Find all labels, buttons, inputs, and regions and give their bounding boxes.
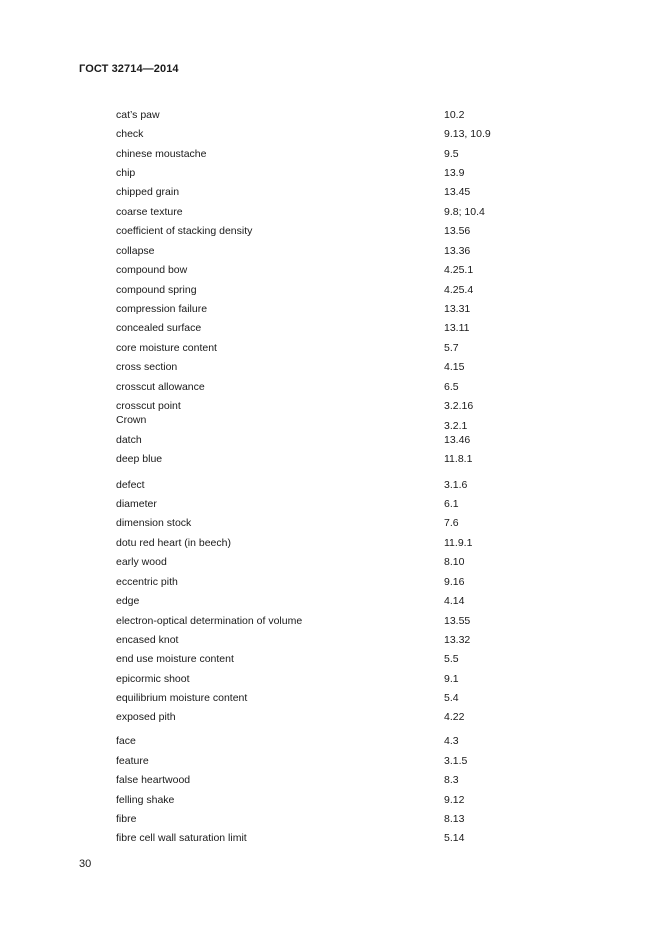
index-term: core moisture content xyxy=(116,342,217,354)
index-entry xyxy=(0,244,661,258)
index-reference: 9.16 xyxy=(444,576,465,588)
index-reference: 4.25.1 xyxy=(444,264,474,276)
index-reference: 8.10 xyxy=(444,556,465,568)
index-entry xyxy=(0,399,661,413)
index-entry xyxy=(0,413,661,432)
document-header: ГОСТ 32714—2014 xyxy=(79,63,179,75)
index-reference: 8.3 xyxy=(444,774,459,786)
index-term: compound bow xyxy=(116,264,188,276)
index-entry xyxy=(0,302,661,316)
index-entry xyxy=(0,633,661,647)
index-reference: 13.11 xyxy=(444,322,470,334)
index-reference: 11.9.1 xyxy=(444,537,473,549)
index-entry xyxy=(0,108,661,122)
index-term: edge xyxy=(116,595,140,607)
index-entry xyxy=(0,691,661,705)
index-term: datch xyxy=(116,434,142,446)
index-reference: 5.4 xyxy=(444,692,459,704)
index-reference: 4.14 xyxy=(444,595,465,607)
index-entry xyxy=(0,452,661,466)
index-reference: 9.1 xyxy=(444,673,459,685)
index-entry xyxy=(0,433,661,447)
index-entry xyxy=(0,224,661,238)
index-reference: 13.9 xyxy=(444,167,465,179)
index-term: coarse texture xyxy=(116,206,183,218)
index-entry xyxy=(0,754,661,768)
index-reference: 13.32 xyxy=(444,634,471,646)
index-term: coefficient of stacking density xyxy=(116,225,253,237)
index-reference: 3.1.6 xyxy=(444,479,468,491)
index-reference: 8.13 xyxy=(444,813,465,825)
index-reference: 4.15 xyxy=(444,361,465,373)
index-reference: 10.2 xyxy=(444,109,465,121)
page-number: 30 xyxy=(79,858,92,870)
index-reference: 3.1.5 xyxy=(444,755,468,767)
index-entry xyxy=(0,652,661,666)
index-term: cross section xyxy=(116,361,178,373)
index-term: concealed surface xyxy=(116,322,202,334)
index-reference: 5.5 xyxy=(444,653,459,665)
index-entry xyxy=(0,594,661,608)
index-reference: 13.45 xyxy=(444,186,471,198)
index-entry xyxy=(0,497,661,511)
index-entry xyxy=(0,793,661,807)
index-entry xyxy=(0,341,661,355)
index-term: chipped grain xyxy=(116,186,180,198)
index-term: exposed pith xyxy=(116,711,176,723)
index-term: early wood xyxy=(116,556,167,568)
index-entry xyxy=(0,812,661,826)
index-term: electron-optical determination of volume xyxy=(116,615,303,627)
index-term: fibre xyxy=(116,813,137,825)
index-term: crosscut allowance xyxy=(116,381,205,393)
index-term: dotu red heart (in beech) xyxy=(116,537,231,549)
index-reference: 6.1 xyxy=(444,498,459,510)
index-reference: 13.31 xyxy=(444,303,471,315)
index-reference: 4.3 xyxy=(444,735,459,747)
index-entry xyxy=(0,516,661,530)
index-term: defect xyxy=(116,479,145,491)
index-entry xyxy=(0,575,661,589)
index-entry xyxy=(0,831,661,845)
index-entry xyxy=(0,478,661,492)
index-term: chinese moustache xyxy=(116,148,207,160)
index-reference: 3.2.16 xyxy=(444,400,474,412)
index-reference: 11.8.1 xyxy=(444,453,473,465)
index-reference: 9.5 xyxy=(444,148,459,160)
index-term: epicormic shoot xyxy=(116,673,190,685)
index-entry xyxy=(0,536,661,550)
index-term: encased knot xyxy=(116,634,179,646)
index-reference: 4.22 xyxy=(444,711,465,723)
index-entry xyxy=(0,380,661,394)
index-term: cat’s paw xyxy=(116,109,160,121)
index-reference: 5.14 xyxy=(444,832,465,844)
index-term: collapse xyxy=(116,245,155,257)
index-reference: 4.25.4 xyxy=(444,284,474,296)
index-term: compression failure xyxy=(116,303,208,315)
index-reference: 6.5 xyxy=(444,381,459,393)
index-term: feature xyxy=(116,755,149,767)
index-entry xyxy=(0,710,661,724)
index-term: equilibrium moisture content xyxy=(116,692,248,704)
index-term: dimension stock xyxy=(116,517,192,529)
index-term: felling shake xyxy=(116,794,175,806)
index-entry xyxy=(0,734,661,748)
index-entry xyxy=(0,166,661,180)
index-term: face xyxy=(116,735,136,747)
index-reference: 7.6 xyxy=(444,517,459,529)
index-term: fibre cell wall saturation limit xyxy=(116,832,247,844)
index-entry xyxy=(0,263,661,277)
index-term: eccentric pith xyxy=(116,576,178,588)
index-term: diameter xyxy=(116,498,157,510)
index-term: crosscut point xyxy=(116,400,181,412)
index-reference: 5.7 xyxy=(444,342,459,354)
index-entry xyxy=(0,773,661,787)
index-entry xyxy=(0,147,661,161)
index-entry xyxy=(0,555,661,569)
index-entry xyxy=(0,205,661,219)
index-entry xyxy=(0,283,661,297)
index-entry xyxy=(0,360,661,374)
index-reference: 13.56 xyxy=(444,225,471,237)
index-term: compound spring xyxy=(116,284,197,296)
index-reference: 9.13, 10.9 xyxy=(444,128,491,140)
index-entry xyxy=(0,672,661,686)
index-reference: 13.55 xyxy=(444,615,471,627)
index-reference: 9.12 xyxy=(444,794,465,806)
index-term: deep blue xyxy=(116,453,163,465)
index-entry xyxy=(0,127,661,141)
index-term: chip xyxy=(116,167,136,179)
index-term: check xyxy=(116,128,144,140)
index-entry xyxy=(0,321,661,335)
index-reference: 13.46 xyxy=(444,434,471,446)
index-reference: 9.8; 10.4 xyxy=(444,206,485,218)
index-entry xyxy=(0,185,661,199)
index-term: false heartwood xyxy=(116,774,191,786)
index-term: Crown xyxy=(116,414,147,426)
index-reference: 13.36 xyxy=(444,245,471,257)
index-term: end use moisture content xyxy=(116,653,234,665)
index-reference: 3.2.1 xyxy=(444,420,468,432)
index-entry xyxy=(0,614,661,628)
